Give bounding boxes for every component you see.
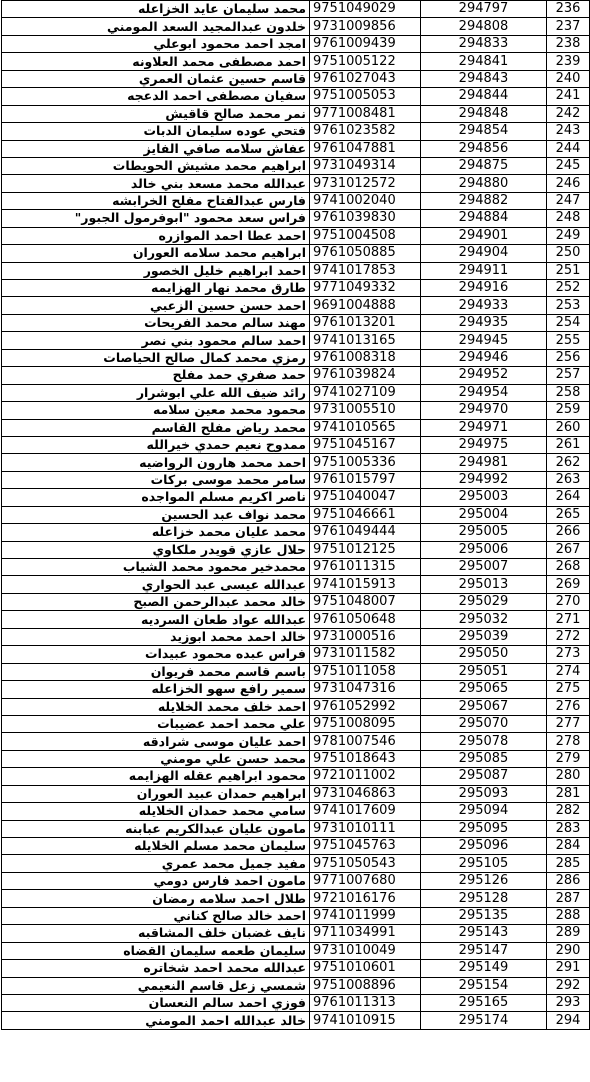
national-id-cell: 9731046863 [310,785,421,802]
national-id-cell: 9751005122 [310,53,421,70]
name-cell: حمد صفري حمد مفلح [2,367,310,384]
seat-number-cell: 294952 [421,367,547,384]
name-cell: علي محمد احمد عضيبات [2,715,310,732]
seat-number-cell: 294981 [421,454,547,471]
table-row [2,88,590,105]
table-row [2,140,590,157]
table-row [2,715,590,732]
serial-number-cell: 258 [547,384,590,401]
national-id-cell: 9731000516 [310,628,421,645]
name-cell: محمد رياض مفلح القاسم [2,419,310,436]
name-cell: سامر محمد موسى بركات [2,471,310,488]
national-id-cell: 9761052992 [310,698,421,715]
seat-number-cell: 295135 [421,907,547,924]
national-id-cell: 9741010915 [310,1012,421,1029]
name-cell: سمير رافع سهو الخزاعله [2,681,310,698]
table-row [2,994,590,1011]
serial-number-cell: 236 [547,1,590,18]
seat-number-cell: 295126 [421,872,547,889]
serial-number-cell: 275 [547,681,590,698]
table-row [2,314,590,331]
name-cell: محمد سليمان عايد الخزاعله [2,1,310,18]
national-id-cell: 9751045167 [310,436,421,453]
serial-number-cell: 243 [547,123,590,140]
serial-number-cell: 250 [547,245,590,262]
table-row [2,402,590,419]
serial-number-cell: 278 [547,733,590,750]
table-row [2,1,590,18]
seat-number-cell: 294911 [421,262,547,279]
national-id-cell: 9761027043 [310,70,421,87]
national-id-cell: 9761011315 [310,559,421,576]
serial-number-cell: 257 [547,367,590,384]
seat-number-cell: 294854 [421,123,547,140]
name-cell: طلال احمد سلامه رمضان [2,890,310,907]
national-id-cell: 9721016176 [310,890,421,907]
name-cell: ابراهيم حمدان عبيد العوران [2,785,310,802]
name-cell: نمر محمد صالح قاقيش [2,105,310,122]
table-row [2,349,590,366]
national-id-cell: 9761011313 [310,994,421,1011]
seat-number-cell: 295032 [421,611,547,628]
serial-number-cell: 292 [547,977,590,994]
national-id-cell: 9761039824 [310,367,421,384]
serial-number-cell: 267 [547,541,590,558]
national-id-cell: 9761050885 [310,245,421,262]
seat-number-cell: 295070 [421,715,547,732]
table-row [2,785,590,802]
serial-number-cell: 277 [547,715,590,732]
name-cell: احمد مصطفى محمد العلاونه [2,53,310,70]
name-cell: عبدالله عيسى عبد الحواري [2,576,310,593]
serial-number-cell: 276 [547,698,590,715]
serial-number-cell: 269 [547,576,590,593]
table-row [2,367,590,384]
national-id-cell: 9771007680 [310,872,421,889]
table-row [2,297,590,314]
table-row [2,698,590,715]
name-cell: مامون عليان عبدالكريم عبابنه [2,820,310,837]
seat-number-cell: 294945 [421,332,547,349]
name-cell: طارق محمد نهار الهزايمه [2,280,310,297]
national-id-cell: 9751011058 [310,663,421,680]
name-cell: مفيد جميل محمد عمري [2,855,310,872]
national-id-cell: 9731010049 [310,942,421,959]
table-row [2,70,590,87]
seat-number-cell: 294848 [421,105,547,122]
serial-number-cell: 268 [547,559,590,576]
serial-number-cell: 256 [547,349,590,366]
table-row [2,838,590,855]
seat-number-cell: 295147 [421,942,547,959]
seat-number-cell: 295087 [421,768,547,785]
seat-number-cell: 294970 [421,402,547,419]
name-cell: محمد حسن علي مومني [2,750,310,767]
seat-number-cell: 295006 [421,541,547,558]
table-row [2,750,590,767]
serial-number-cell: 271 [547,611,590,628]
serial-number-cell: 259 [547,402,590,419]
seat-number-cell: 295093 [421,785,547,802]
serial-number-cell: 270 [547,593,590,610]
serial-number-cell: 240 [547,70,590,87]
national-id-cell: 9751050543 [310,855,421,872]
name-cell: رمزي محمد كمال صالح الحياصات [2,349,310,366]
serial-number-cell: 262 [547,454,590,471]
table-row [2,855,590,872]
serial-number-cell: 242 [547,105,590,122]
serial-number-cell: 274 [547,663,590,680]
national-id-cell: 9761009439 [310,35,421,52]
seat-number-cell: 294935 [421,314,547,331]
table-row [2,384,590,401]
table-row [2,977,590,994]
name-cell: احمد محمد هارون الرواضيه [2,454,310,471]
table-row [2,18,590,35]
name-cell: احمد خلف محمد الخلايله [2,698,310,715]
seat-number-cell: 295096 [421,838,547,855]
table-row [2,1012,590,1029]
national-id-cell: 9771049332 [310,280,421,297]
table-row [2,593,590,610]
national-id-cell: 9761050648 [310,611,421,628]
seat-number-cell: 295039 [421,628,547,645]
national-id-cell: 9751010601 [310,960,421,977]
national-id-cell: 9761015797 [310,471,421,488]
seat-number-cell: 294843 [421,70,547,87]
national-id-cell: 9731047316 [310,681,421,698]
table-row [2,471,590,488]
table-row [2,872,590,889]
table-row [2,506,590,523]
serial-number-cell: 280 [547,768,590,785]
table-row [2,419,590,436]
name-cell: عبدالله محمد احمد شخاتره [2,960,310,977]
seat-number-cell: 294916 [421,280,547,297]
table-row [2,35,590,52]
national-id-cell: 9751008896 [310,977,421,994]
name-cell: ابراهيم محمد سلامه العوران [2,245,310,262]
national-id-cell: 9761049444 [310,524,421,541]
serial-number-cell: 254 [547,314,590,331]
table-row [2,907,590,924]
table-row [2,576,590,593]
name-cell: سليمان محمد مسلم الخلايله [2,838,310,855]
serial-number-cell: 261 [547,436,590,453]
seat-number-cell: 295078 [421,733,547,750]
national-id-cell: 9741002040 [310,192,421,209]
national-id-cell: 9751018643 [310,750,421,767]
serial-number-cell: 293 [547,994,590,1011]
seat-number-cell: 295065 [421,681,547,698]
seat-number-cell: 294844 [421,88,547,105]
serial-number-cell: 241 [547,88,590,105]
table-row [2,611,590,628]
name-cell: محمد عليان محمد خزاعله [2,524,310,541]
seat-number-cell: 294882 [421,192,547,209]
table-row [2,733,590,750]
national-id-cell: 9731011582 [310,646,421,663]
serial-number-cell: 263 [547,471,590,488]
serial-number-cell: 288 [547,907,590,924]
serial-number-cell: 239 [547,53,590,70]
table-row [2,210,590,227]
name-cell: فتحي عوده سليمان الدبات [2,123,310,140]
serial-number-cell: 266 [547,524,590,541]
seat-number-cell: 295128 [421,890,547,907]
name-cell: سليمان طعمه سليمان القضاه [2,942,310,959]
table-row [2,663,590,680]
table-row [2,820,590,837]
table-row [2,681,590,698]
table-row [2,123,590,140]
table-row [2,454,590,471]
seat-number-cell: 295085 [421,750,547,767]
name-cell: باسم قاسم محمد فريوان [2,663,310,680]
national-id-cell: 9761008318 [310,349,421,366]
seat-number-cell: 294808 [421,18,547,35]
national-id-cell: 9731049314 [310,157,421,174]
seat-number-cell: 294954 [421,384,547,401]
seat-number-cell: 295050 [421,646,547,663]
serial-number-cell: 279 [547,750,590,767]
name-cell: محمود ابراهيم عقله الهزايمه [2,768,310,785]
serial-number-cell: 244 [547,140,590,157]
seat-number-cell: 295095 [421,820,547,837]
name-cell: احمد ابراهيم خليل الخصور [2,262,310,279]
serial-number-cell: 249 [547,227,590,244]
serial-number-cell: 251 [547,262,590,279]
name-cell: ابراهيم محمد مشيش الحويطات [2,157,310,174]
national-id-cell: 9751012125 [310,541,421,558]
name-cell: احمد عطا احمد الموازره [2,227,310,244]
name-cell: حلال عازي قويدر ملكاوي [2,541,310,558]
table-row [2,436,590,453]
serial-number-cell: 273 [547,646,590,663]
seat-number-cell: 294884 [421,210,547,227]
table-row [2,628,590,645]
national-id-cell: 9741013165 [310,332,421,349]
serial-number-cell: 287 [547,890,590,907]
serial-number-cell: 272 [547,628,590,645]
table-row [2,541,590,558]
national-id-cell: 9751046661 [310,506,421,523]
serial-number-cell: 253 [547,297,590,314]
table-row [2,332,590,349]
name-cell: محمود محمد معين سلامه [2,402,310,419]
national-id-cell: 9731012572 [310,175,421,192]
national-id-cell: 9751005336 [310,454,421,471]
serial-number-cell: 290 [547,942,590,959]
national-id-cell: 9751040047 [310,489,421,506]
table-row [2,53,590,70]
national-id-cell: 9731005510 [310,402,421,419]
table-row [2,768,590,785]
national-id-cell: 9691004888 [310,297,421,314]
serial-number-cell: 285 [547,855,590,872]
seat-number-cell: 295174 [421,1012,547,1029]
table-row [2,262,590,279]
seat-number-cell: 295094 [421,803,547,820]
name-cell: عفاش سلامه صافي الفايز [2,140,310,157]
serial-number-cell: 247 [547,192,590,209]
table-row [2,280,590,297]
seat-number-cell: 295007 [421,559,547,576]
serial-number-cell: 286 [547,872,590,889]
name-cell: فارس عبدالفتاح مفلح الخرابشه [2,192,310,209]
name-cell: امجد احمد محمود ابوعلي [2,35,310,52]
table-row [2,105,590,122]
seat-number-cell: 294975 [421,436,547,453]
serial-number-cell: 283 [547,820,590,837]
name-cell: احمد سالم محمود بني نصر [2,332,310,349]
name-cell: سامي محمد حمدان الخلايله [2,803,310,820]
name-cell: خالد احمد محمد ابوزيد [2,628,310,645]
national-id-cell: 9771008481 [310,105,421,122]
table-row [2,489,590,506]
national-id-cell: 9741017609 [310,803,421,820]
serial-number-cell: 284 [547,838,590,855]
national-id-cell: 9761039830 [310,210,421,227]
serial-number-cell: 252 [547,280,590,297]
serial-number-cell: 248 [547,210,590,227]
table-row [2,559,590,576]
table-row [2,157,590,174]
name-cell: سفيان مصطفى احمد الدعجه [2,88,310,105]
seat-number-cell: 294875 [421,157,547,174]
serial-number-cell: 246 [547,175,590,192]
national-id-cell: 9761013201 [310,314,421,331]
national-id-cell: 9731009856 [310,18,421,35]
seat-number-cell: 295004 [421,506,547,523]
national-id-cell: 9761047881 [310,140,421,157]
national-id-cell: 9741010565 [310,419,421,436]
name-cell: احمد خالد صالح كناني [2,907,310,924]
name-cell: عبدالله عواد طعان السرديه [2,611,310,628]
seat-number-cell: 294971 [421,419,547,436]
national-id-cell: 9711034991 [310,925,421,942]
results-table [1,0,590,1030]
name-cell: خالد عبدالله احمد المومني [2,1012,310,1029]
name-cell: فراس عبده محمود عبيدات [2,646,310,663]
seat-number-cell: 294904 [421,245,547,262]
name-cell: محمدخير محمود محمد الشياب [2,559,310,576]
national-id-cell: 9741015913 [310,576,421,593]
seat-number-cell: 294841 [421,53,547,70]
seat-number-cell: 295105 [421,855,547,872]
table-row [2,245,590,262]
seat-number-cell: 295029 [421,593,547,610]
serial-number-cell: 255 [547,332,590,349]
serial-number-cell: 282 [547,803,590,820]
national-id-cell: 9751005053 [310,88,421,105]
name-cell: قاسم حسين عثمان العمري [2,70,310,87]
seat-number-cell: 295154 [421,977,547,994]
serial-number-cell: 260 [547,419,590,436]
seat-number-cell: 295143 [421,925,547,942]
seat-number-cell: 295149 [421,960,547,977]
table-row [2,925,590,942]
table-row [2,192,590,209]
name-cell: مهند سالم محمد الفريحات [2,314,310,331]
national-id-cell: 9741011999 [310,907,421,924]
serial-number-cell: 289 [547,925,590,942]
name-cell: عبدالله محمد مسعد بني خالد [2,175,310,192]
seat-number-cell: 295005 [421,524,547,541]
table-row [2,960,590,977]
seat-number-cell: 294946 [421,349,547,366]
name-cell: ناصر اكريم مسلم المواجده [2,489,310,506]
serial-number-cell: 265 [547,506,590,523]
seat-number-cell: 295003 [421,489,547,506]
national-id-cell: 9781007546 [310,733,421,750]
national-id-cell: 9751008095 [310,715,421,732]
national-id-cell: 9741017853 [310,262,421,279]
name-cell: خالد محمد عبدالرحمن الصبح [2,593,310,610]
serial-number-cell: 238 [547,35,590,52]
name-cell: نايف غضبان خلف المشاقبه [2,925,310,942]
national-id-cell: 9721011002 [310,768,421,785]
seat-number-cell: 294833 [421,35,547,52]
results-table-body [2,1,590,1030]
table-row [2,803,590,820]
name-cell: فراس سعد محمود "ابوفرمول الجبور" [2,210,310,227]
serial-number-cell: 237 [547,18,590,35]
name-cell: محمد نواف عبد الحسين [2,506,310,523]
national-id-cell: 9751045763 [310,838,421,855]
seat-number-cell: 294901 [421,227,547,244]
table-row [2,646,590,663]
serial-number-cell: 281 [547,785,590,802]
table-row [2,175,590,192]
table-row [2,890,590,907]
name-cell: مامون احمد فارس دومي [2,872,310,889]
seat-number-cell: 295051 [421,663,547,680]
national-id-cell: 9751048007 [310,593,421,610]
name-cell: رائد ضيف الله علي ابوشرار [2,384,310,401]
national-id-cell: 9761023582 [310,123,421,140]
seat-number-cell: 295165 [421,994,547,1011]
national-id-cell: 9731010111 [310,820,421,837]
national-id-cell: 9741027109 [310,384,421,401]
seat-number-cell: 295013 [421,576,547,593]
name-cell: احمد حسن حسين الزعبي [2,297,310,314]
name-cell: ممدوح نعيم حمدي خيرالله [2,436,310,453]
national-id-cell: 9751004508 [310,227,421,244]
serial-number-cell: 294 [547,1012,590,1029]
seat-number-cell: 295067 [421,698,547,715]
table-row [2,942,590,959]
serial-number-cell: 291 [547,960,590,977]
name-cell: شمسي زعل قاسم النعيمي [2,977,310,994]
seat-number-cell: 294933 [421,297,547,314]
seat-number-cell: 294880 [421,175,547,192]
serial-number-cell: 245 [547,157,590,174]
name-cell: خلدون عبدالمجيد السعد المومني [2,18,310,35]
table-row [2,524,590,541]
seat-number-cell: 294992 [421,471,547,488]
seat-number-cell: 294856 [421,140,547,157]
name-cell: فوزي احمد سالم النعسان [2,994,310,1011]
serial-number-cell: 264 [547,489,590,506]
seat-number-cell: 294797 [421,1,547,18]
name-cell: احمد عليان موسى شرادقه [2,733,310,750]
national-id-cell: 9751049029 [310,1,421,18]
table-row [2,227,590,244]
